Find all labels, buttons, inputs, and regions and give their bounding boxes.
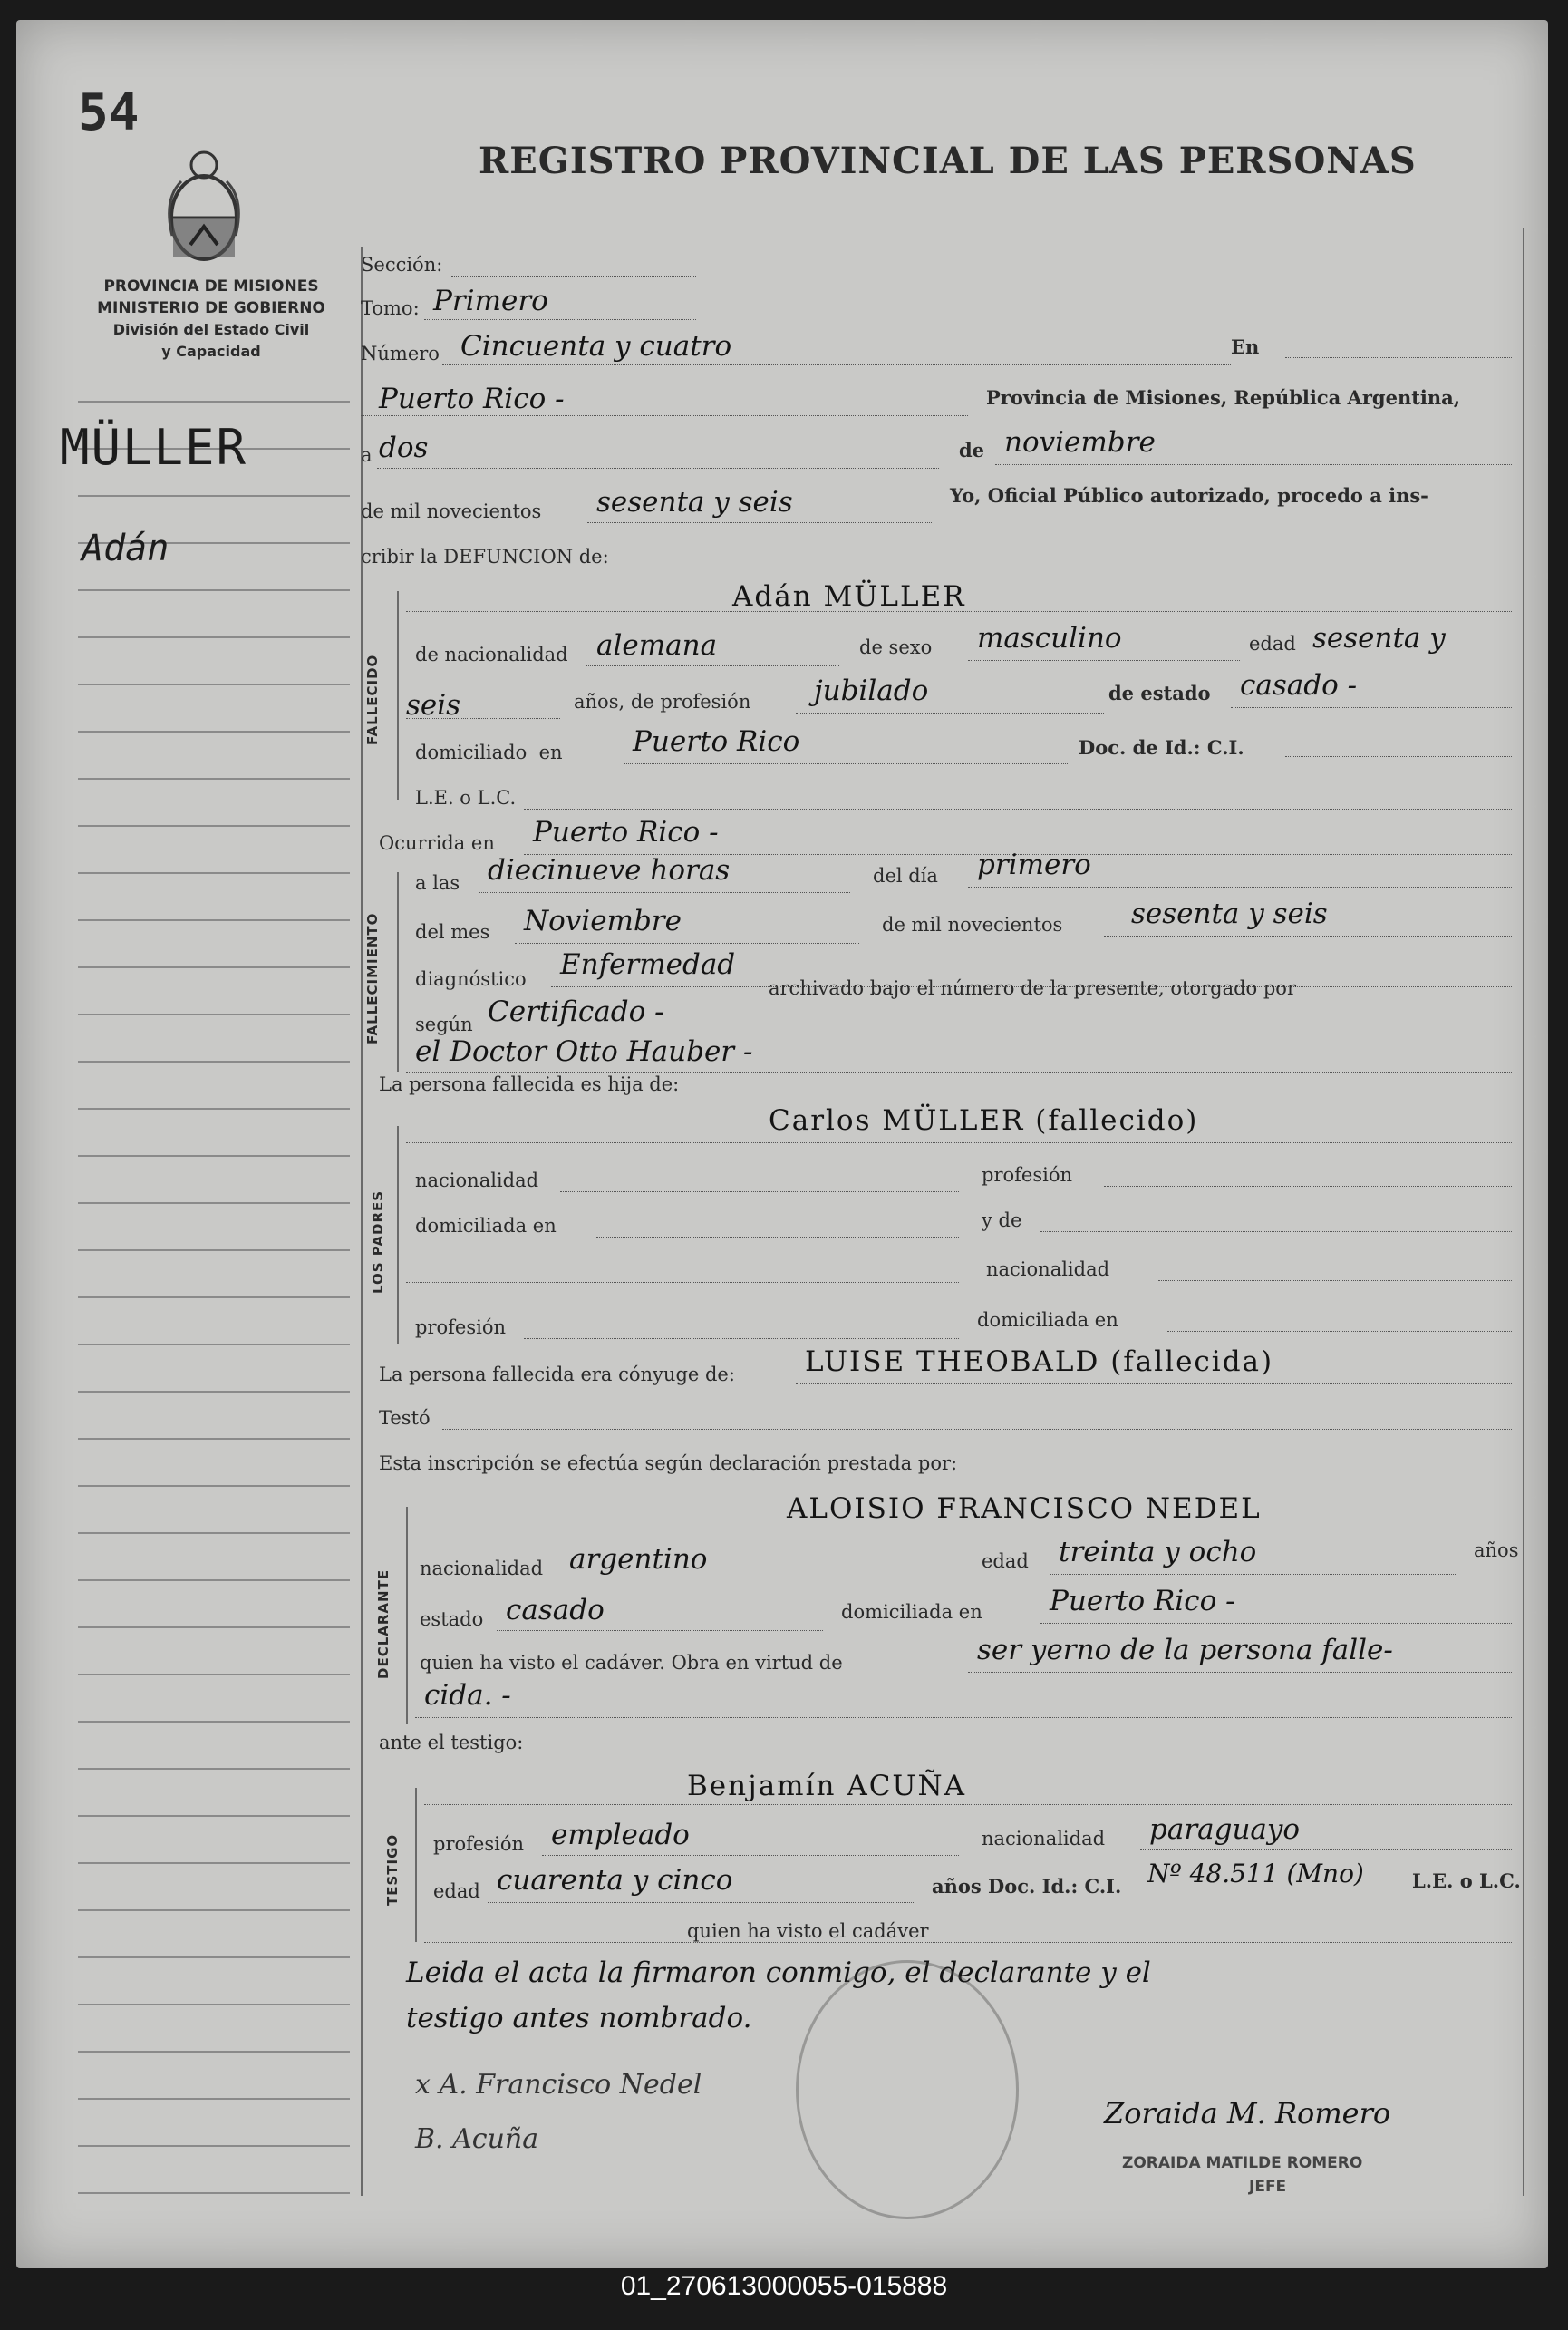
fallecido-edad-value: sesenta y xyxy=(1312,622,1446,655)
segun-value: Certificado - xyxy=(488,995,664,1028)
margin-line xyxy=(78,1344,350,1345)
declarante-virtud-value: ser yerno de la persona falle- xyxy=(977,1634,1393,1666)
mil-label: de mil novecientos xyxy=(361,500,542,522)
testigo-prof-label: profesión xyxy=(433,1833,524,1855)
testigo-nac-label: nacionalidad xyxy=(982,1828,1106,1849)
padres-dom-label: domiciliada en xyxy=(415,1215,557,1237)
a-label: a xyxy=(361,444,373,466)
page-title: REGISTRO PROVINCIAL DE LAS PERSONAS xyxy=(479,140,1417,182)
place-value: Puerto Rico - xyxy=(379,383,565,415)
fallecido-nac-label: de nacionalidad xyxy=(415,644,568,665)
margin-given-name: Adán xyxy=(82,528,169,569)
provincia-label: Provincia de Misiones, República Argentina, xyxy=(986,386,1461,409)
margin-line xyxy=(78,1108,350,1110)
fallecido-profesion-value: jubilado xyxy=(814,675,929,707)
margin-line xyxy=(78,2192,350,2194)
testigo-doc-value: Nº 48.511 (Mno) xyxy=(1147,1859,1364,1888)
diag-value: Enfermedad xyxy=(560,948,736,981)
margin-line xyxy=(78,1862,350,1864)
diag-label: diagnóstico xyxy=(415,968,527,990)
page-number: 54 xyxy=(78,83,140,142)
declarante-nac-label: nacionalidad xyxy=(420,1558,544,1579)
section-fallecimiento: FALLECIMIENTO xyxy=(364,912,381,1044)
declarante-edad-value: treinta y ocho xyxy=(1059,1536,1257,1568)
official-name: ZORAIDA MATILDE ROMERO xyxy=(1122,2154,1363,2172)
margin-line xyxy=(78,2004,350,2005)
margin-line xyxy=(78,2098,350,2100)
fallecimiento-anio-value: sesenta y seis xyxy=(1131,898,1328,930)
padres-prof-label: profesión xyxy=(982,1164,1072,1186)
margin-line xyxy=(78,1391,350,1393)
padres-dom2-label: domiciliada en xyxy=(977,1309,1118,1331)
declarante-estado-value: casado xyxy=(506,1594,605,1626)
fallecido-sexo-value: masculino xyxy=(977,622,1122,655)
fallecido-edad-label: edad xyxy=(1249,633,1296,655)
declarante-name: ALOISIO FRANCISCO NEDEL xyxy=(787,1492,1262,1525)
padres-prof2-label: profesión xyxy=(415,1316,506,1338)
a-value: dos xyxy=(379,432,429,464)
testigo-le-label: L.E. o L.C. xyxy=(1412,1869,1521,1892)
margin-line xyxy=(78,1721,350,1723)
image-id: 01_270613000055-015888 xyxy=(620,2271,948,2301)
fallecido-estado-value: casado - xyxy=(1240,669,1358,702)
section-padres: LOS PADRES xyxy=(370,1189,386,1294)
margin-line xyxy=(78,684,350,685)
register-page xyxy=(16,20,1548,2268)
margin-line xyxy=(78,1438,350,1440)
testigo-name: Benjamín ACUÑA xyxy=(687,1770,967,1802)
margin-line xyxy=(78,1815,350,1817)
margin-line xyxy=(78,1296,350,1298)
fallecido-sexo-label: de sexo xyxy=(859,636,933,658)
fallecido-domicilio-value: Puerto Rico xyxy=(633,725,800,758)
declarante-dom-value: Puerto Rico - xyxy=(1050,1585,1235,1617)
margin-line xyxy=(78,1061,350,1063)
signature-official: Zoraida M. Romero xyxy=(1104,2096,1391,2131)
testigo-prof-value: empleado xyxy=(551,1819,690,1851)
numero-label: Número xyxy=(361,343,440,364)
margin-line xyxy=(78,1956,350,1958)
section-fallecido: FALLECIDO xyxy=(364,654,381,745)
fallecido-nac-value: alemana xyxy=(596,629,718,662)
margin-line xyxy=(78,495,350,497)
closing-line2: testigo antes nombrado. xyxy=(406,2002,752,2034)
conyuge-label: La persona fallecida era cónyuge de: xyxy=(379,1364,735,1385)
margin-line xyxy=(78,919,350,921)
tomo-value: Primero xyxy=(433,285,548,317)
fallecimiento-mil-label: de mil novecientos xyxy=(882,914,1063,936)
testigo-edad-label: edad xyxy=(433,1880,480,1902)
fallecido-anios-label: años, de profesión xyxy=(574,691,751,713)
signature-declarante: x A. Francisco Nedel xyxy=(415,2069,702,2101)
testigo-nac-value: paraguayo xyxy=(1149,1813,1301,1846)
margin-line xyxy=(78,872,350,874)
padres-nac-label: nacionalidad xyxy=(415,1170,539,1191)
margin-line xyxy=(78,1155,350,1157)
margin-line xyxy=(78,1909,350,1911)
declarante-intro: Esta inscripción se efectúa según declaración prestada por: xyxy=(379,1452,958,1474)
official-title: JEFE xyxy=(1249,2178,1287,2196)
fallecido-le-label: L.E. o L.C. xyxy=(415,787,517,809)
margin-line xyxy=(78,1674,350,1675)
a-las-label: a las xyxy=(415,872,460,894)
testigo-anios-label: años Doc. Id.: C.I. xyxy=(932,1875,1122,1898)
seccion-label: Sección: xyxy=(361,254,443,276)
margin-line xyxy=(78,401,350,403)
margin-line xyxy=(78,1532,350,1534)
fallecido-doc-label: Doc. de Id.: C.I. xyxy=(1079,736,1244,759)
declarante-edad-label: edad xyxy=(982,1550,1029,1572)
margin-line xyxy=(78,1579,350,1581)
margin-line xyxy=(78,1485,350,1487)
form-border-left xyxy=(361,247,363,2196)
margin-line xyxy=(78,589,350,591)
margin-line xyxy=(78,1202,350,1204)
fallecido-estado-label: de estado xyxy=(1108,682,1211,704)
domiciliad-suffix: o xyxy=(515,742,528,763)
section-declarante: DECLARANTE xyxy=(375,1568,392,1679)
closing-line1: Leida el acta la firmaron conmigo, el declarante y el xyxy=(406,1956,1151,1989)
testo-label: Testó xyxy=(379,1407,431,1429)
fallecido-edad-value2: seis xyxy=(406,689,461,722)
dia-value: primero xyxy=(977,849,1091,881)
dia-label: del día xyxy=(873,865,938,887)
declarante-virtud-value2: cida. - xyxy=(424,1679,511,1712)
official-stamp-icon xyxy=(796,1960,1019,2219)
margin-line xyxy=(78,825,350,827)
inscribir-label: cribir la DEFUNCION de: xyxy=(361,546,609,568)
fallecimiento-mes-value: Noviembre xyxy=(524,905,682,937)
segun-label: según xyxy=(415,1014,473,1035)
padres-nac2-label: nacionalidad xyxy=(986,1258,1110,1280)
y-de-label: y de xyxy=(982,1209,1022,1231)
father-value: Carlos MÜLLER (fallecido) xyxy=(769,1104,1199,1137)
issuer-block: PROVINCIA DE MISIONES MINISTERIO DE GOBIERNO División del Estado Civil y Capacidad xyxy=(97,277,325,360)
margin-line xyxy=(78,1014,350,1015)
coat-of-arms-icon xyxy=(163,145,245,272)
oficial-label: Yo, Oficial Público autorizado, procedo a ins- xyxy=(950,484,1428,507)
margin-line xyxy=(78,1249,350,1251)
testigo-visto-label: quien ha visto el cadáver xyxy=(687,1920,929,1942)
domiciliad-en-label: en xyxy=(538,742,563,763)
domiciliad-label: domiciliad xyxy=(415,742,516,763)
margin-line xyxy=(78,2051,350,2053)
testigo-edad-value: cuarenta y cinco xyxy=(497,1864,733,1897)
form-border-right xyxy=(1523,228,1524,2196)
hora-value: diecinueve horas xyxy=(488,854,731,887)
testigo-intro: ante el testigo: xyxy=(379,1732,524,1753)
de-label: de xyxy=(959,439,985,461)
margin-line xyxy=(78,636,350,638)
margin-line xyxy=(78,2145,350,2147)
declarante-dom-label: domiciliada en xyxy=(841,1601,982,1623)
anio-value: sesenta y seis xyxy=(596,486,793,519)
padres-intro: La persona fallecida es hija de: xyxy=(379,1073,680,1095)
declarante-estado-label: estado xyxy=(420,1608,484,1630)
declarante-nac-value: argentino xyxy=(569,1543,708,1576)
declarante-visto-label: quien ha visto el cadáver. Obra en virtud de xyxy=(420,1652,843,1674)
mes-value: noviembre xyxy=(1004,426,1156,459)
margin-line xyxy=(78,778,350,780)
signature-testigo: B. Acuña xyxy=(415,2123,539,2155)
fallecimiento-mes-label: del mes xyxy=(415,921,490,943)
fallecido-name: Adán MÜLLER xyxy=(732,580,966,613)
margin-line xyxy=(78,1768,350,1770)
numero-value: Cincuenta y cuatro xyxy=(460,330,732,363)
en-label: En xyxy=(1231,335,1260,358)
declarante-anios-label: años xyxy=(1474,1539,1519,1561)
doctor-value: el Doctor Otto Hauber - xyxy=(415,1035,753,1068)
margin-surname: MÜLLER xyxy=(60,419,248,476)
tomo-label: Tomo: xyxy=(361,297,420,319)
margin-line xyxy=(78,731,350,733)
margin-line xyxy=(78,1626,350,1628)
margin-line xyxy=(78,966,350,968)
archivado-label: archivado bajo el número de la presente, otorgado por xyxy=(769,977,1296,999)
ocurrida-value: Puerto Rico - xyxy=(533,816,719,849)
ocurrida-label: Ocurrida en xyxy=(379,832,495,854)
section-testigo: TESTIGO xyxy=(384,1833,401,1906)
conyuge-value: LUISE THEOBALD (fallecida) xyxy=(805,1345,1274,1378)
